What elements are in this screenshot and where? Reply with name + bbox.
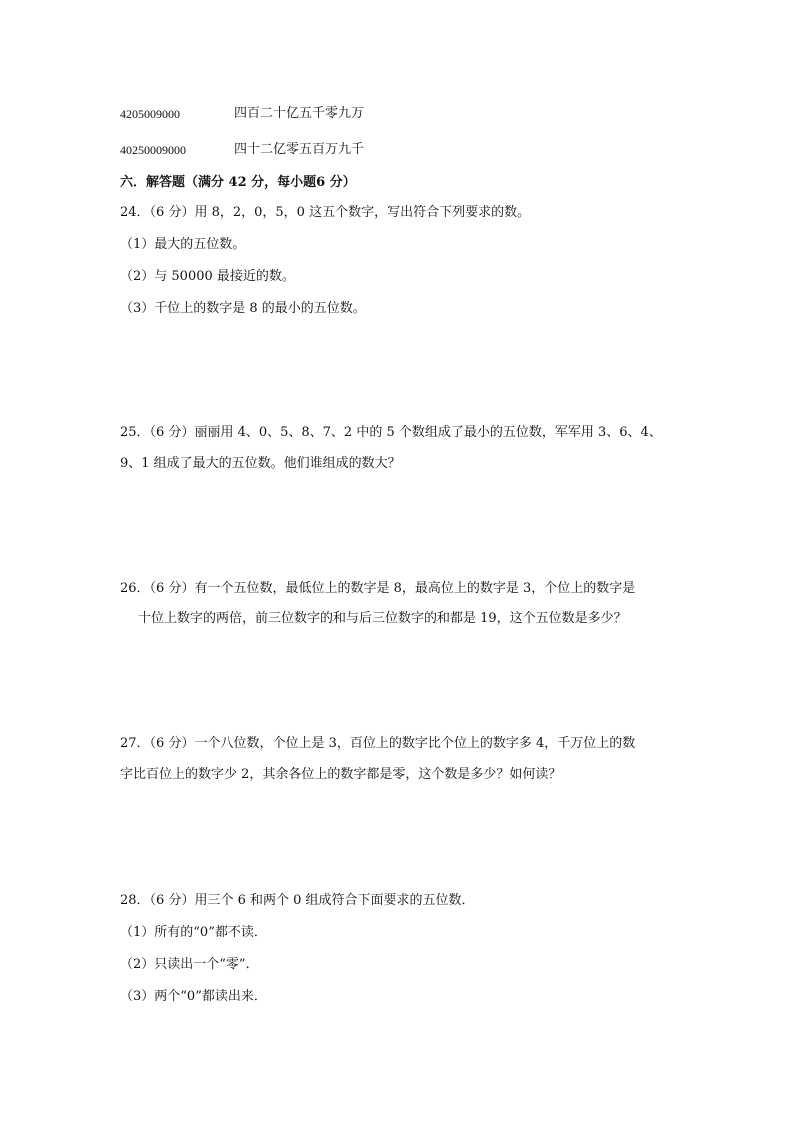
question-part: （2）只读出一个“零”． [120, 957, 259, 972]
match-number: 40250009000 [120, 143, 186, 157]
match-reading: 四十二亿零五百万九千 [234, 142, 365, 157]
question-stem: 24．（6 分）用 8，2，0，5，0 这五个数字，写出符合下列要求的数。 [120, 205, 531, 220]
question-part: （2）与 50000 最接近的数。 [120, 269, 295, 284]
match-number: 4205009000 [120, 107, 180, 121]
question-part: （1）所有的“0”都不读． [120, 925, 267, 940]
question-line: 27．（6 分）一个八位数，个位上是 3，百位上的数字比个位上的数字多 4，千万位上的数 [120, 736, 636, 751]
question-part: （3）两个“0”都读出来． [120, 989, 267, 1004]
question-line: 字比百位上的数字少 2，其余各位上的数字都是零，这个数是多少？如何读？ [120, 767, 562, 782]
question-stem: 28．（6 分）用三个 6 和两个 0 组成符合下面要求的五位数． [120, 893, 475, 908]
question-part: （3）千位上的数字是 8 的最小的五位数。 [120, 301, 366, 316]
match-reading: 四百二十亿五千零九万 [234, 106, 365, 121]
question-line: 25．（6 分）丽丽用 4、0、5、8、7、2 中的 5 个数组成了最小的五位数，军军用 3、6、4、 [120, 425, 662, 440]
question-part: （1）最大的五位数。 [120, 237, 246, 252]
question-line: 9、1 组成了最大的五位数。他们谁组成的数大？ [120, 456, 401, 471]
section-title: 六．解答题（满分 42 分，每小题6 分） [120, 175, 356, 190]
question-line: 26．（6 分）有一个五位数，最低位上的数字是 8，最高位上的数字是 3，个位上的数字是 [120, 581, 636, 596]
question-line: 十位上数字的两倍，前三位数字的和与后三位数字的和都是 19，这个五位数是多少？ [138, 611, 627, 626]
